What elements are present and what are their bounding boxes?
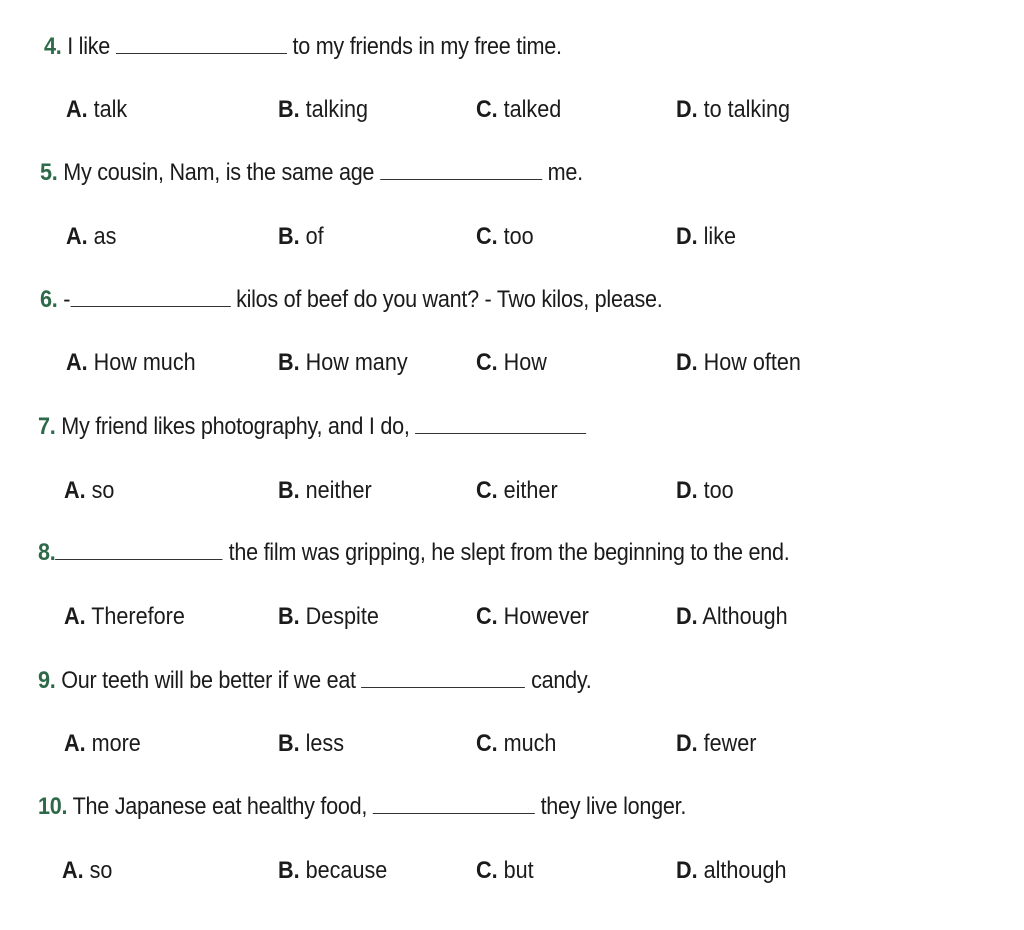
option-c[interactable]: [476, 857, 534, 885]
option-letter: B.: [278, 603, 300, 630]
option-text: too: [703, 477, 734, 504]
option-letter: C.: [476, 857, 498, 884]
question-number: 7.: [38, 413, 56, 440]
option-a[interactable]: [66, 96, 127, 124]
option-letter: D.: [676, 349, 698, 376]
option-text: However: [503, 603, 589, 630]
option-letter: C.: [476, 96, 498, 123]
option-letter: C.: [476, 223, 498, 250]
option-text: Although: [702, 603, 788, 630]
question-number: 4.: [44, 33, 62, 60]
option-text: so: [89, 857, 113, 884]
option-a[interactable]: [64, 603, 185, 631]
option-text: much: [503, 730, 557, 757]
option-letter: B.: [278, 477, 300, 504]
question-5: [40, 159, 583, 187]
option-letter: D.: [676, 223, 698, 250]
option-c[interactable]: [476, 603, 589, 631]
option-c[interactable]: [476, 96, 561, 124]
option-text: less: [305, 730, 345, 757]
option-d[interactable]: [676, 857, 786, 885]
option-letter: C.: [476, 349, 498, 376]
option-b[interactable]: [278, 349, 408, 377]
question-text-before: I like: [67, 33, 111, 60]
option-letter: A.: [66, 349, 88, 376]
answer-blank[interactable]: [415, 413, 586, 434]
option-a[interactable]: [66, 349, 196, 377]
question-text-after: they live longer.: [540, 793, 687, 820]
option-letter: A.: [64, 603, 86, 630]
option-d[interactable]: [676, 349, 801, 377]
option-b[interactable]: [278, 477, 372, 505]
option-text: How: [503, 349, 547, 376]
question-text-after: me.: [547, 159, 583, 186]
option-d[interactable]: [676, 603, 788, 631]
option-a[interactable]: [62, 857, 112, 885]
option-b[interactable]: [278, 96, 368, 124]
option-b[interactable]: [278, 223, 324, 251]
option-text: talk: [93, 96, 128, 123]
option-d[interactable]: [676, 477, 734, 505]
question-number: 5.: [40, 159, 58, 186]
option-letter: B.: [278, 223, 300, 250]
option-text: but: [503, 857, 534, 884]
option-letter: D.: [676, 603, 698, 630]
question-number: 9.: [38, 667, 56, 694]
answer-blank[interactable]: [373, 793, 535, 814]
question-6: [40, 286, 662, 314]
option-b[interactable]: [278, 730, 344, 758]
option-letter: A.: [66, 96, 88, 123]
option-letter: C.: [476, 477, 498, 504]
option-text: Therefore: [91, 603, 185, 630]
option-d[interactable]: [676, 223, 736, 251]
option-letter: A.: [64, 730, 86, 757]
option-text: neither: [305, 477, 372, 504]
question-text-before: -: [63, 286, 71, 313]
option-text: to talking: [703, 96, 791, 123]
question-text-after: candy.: [531, 667, 592, 694]
option-text: fewer: [703, 730, 757, 757]
question-7: [38, 413, 586, 441]
option-c[interactable]: [476, 223, 534, 251]
option-c[interactable]: [476, 730, 556, 758]
question-number: 6.: [40, 286, 58, 313]
option-text: How much: [93, 349, 196, 376]
answer-blank[interactable]: [70, 286, 230, 307]
question-9: [38, 667, 592, 695]
option-text: so: [91, 477, 115, 504]
option-b[interactable]: [278, 857, 387, 885]
answer-blank[interactable]: [55, 539, 222, 560]
question-10: [38, 793, 686, 821]
question-text-after: to my friends in my free time.: [292, 33, 562, 60]
option-c[interactable]: [476, 349, 547, 377]
option-letter: D.: [676, 857, 698, 884]
option-text: talking: [305, 96, 369, 123]
question-text-before: Our teeth will be better if we eat: [61, 667, 356, 694]
question-text-after: kilos of beef do you want? - Two kilos, please.: [236, 286, 663, 313]
option-letter: B.: [278, 730, 300, 757]
option-letter: B.: [278, 349, 300, 376]
option-text: either: [503, 477, 558, 504]
question-text-before: My cousin, Nam, is the same age: [63, 159, 375, 186]
option-text: as: [93, 223, 117, 250]
answer-blank[interactable]: [116, 33, 287, 54]
question-text-after: the film was gripping, he slept from the beginning to the end.: [228, 539, 790, 566]
option-letter: B.: [278, 857, 300, 884]
option-text: How often: [703, 349, 801, 376]
option-b[interactable]: [278, 603, 379, 631]
answer-blank[interactable]: [380, 159, 542, 180]
question-text-before: The Japanese eat healthy food,: [72, 793, 368, 820]
option-d[interactable]: [676, 730, 756, 758]
answer-blank[interactable]: [362, 667, 526, 688]
question-4: [44, 33, 562, 61]
option-letter: A.: [62, 857, 84, 884]
option-letter: D.: [676, 96, 698, 123]
question-text-before: My friend likes photography, and I do,: [61, 413, 410, 440]
option-text: like: [703, 223, 737, 250]
option-text: How many: [305, 349, 408, 376]
option-a[interactable]: [66, 223, 116, 251]
option-a[interactable]: [64, 730, 141, 758]
option-letter: A.: [66, 223, 88, 250]
option-text: too: [503, 223, 534, 250]
option-letter: C.: [476, 730, 498, 757]
option-text: Despite: [305, 603, 379, 630]
option-letter: B.: [278, 96, 300, 123]
option-text: more: [91, 730, 141, 757]
option-text: of: [305, 223, 324, 250]
option-letter: D.: [676, 477, 698, 504]
option-letter: D.: [676, 730, 698, 757]
option-text: talked: [503, 96, 562, 123]
option-a[interactable]: [64, 477, 114, 505]
option-letter: A.: [64, 477, 86, 504]
question-8: [38, 539, 789, 567]
option-letter: C.: [476, 603, 498, 630]
option-text: because: [305, 857, 388, 884]
option-text: although: [703, 857, 787, 884]
question-number: 8.: [38, 539, 56, 566]
option-c[interactable]: [476, 477, 558, 505]
option-d[interactable]: [676, 96, 790, 124]
question-number: 10.: [38, 793, 68, 820]
